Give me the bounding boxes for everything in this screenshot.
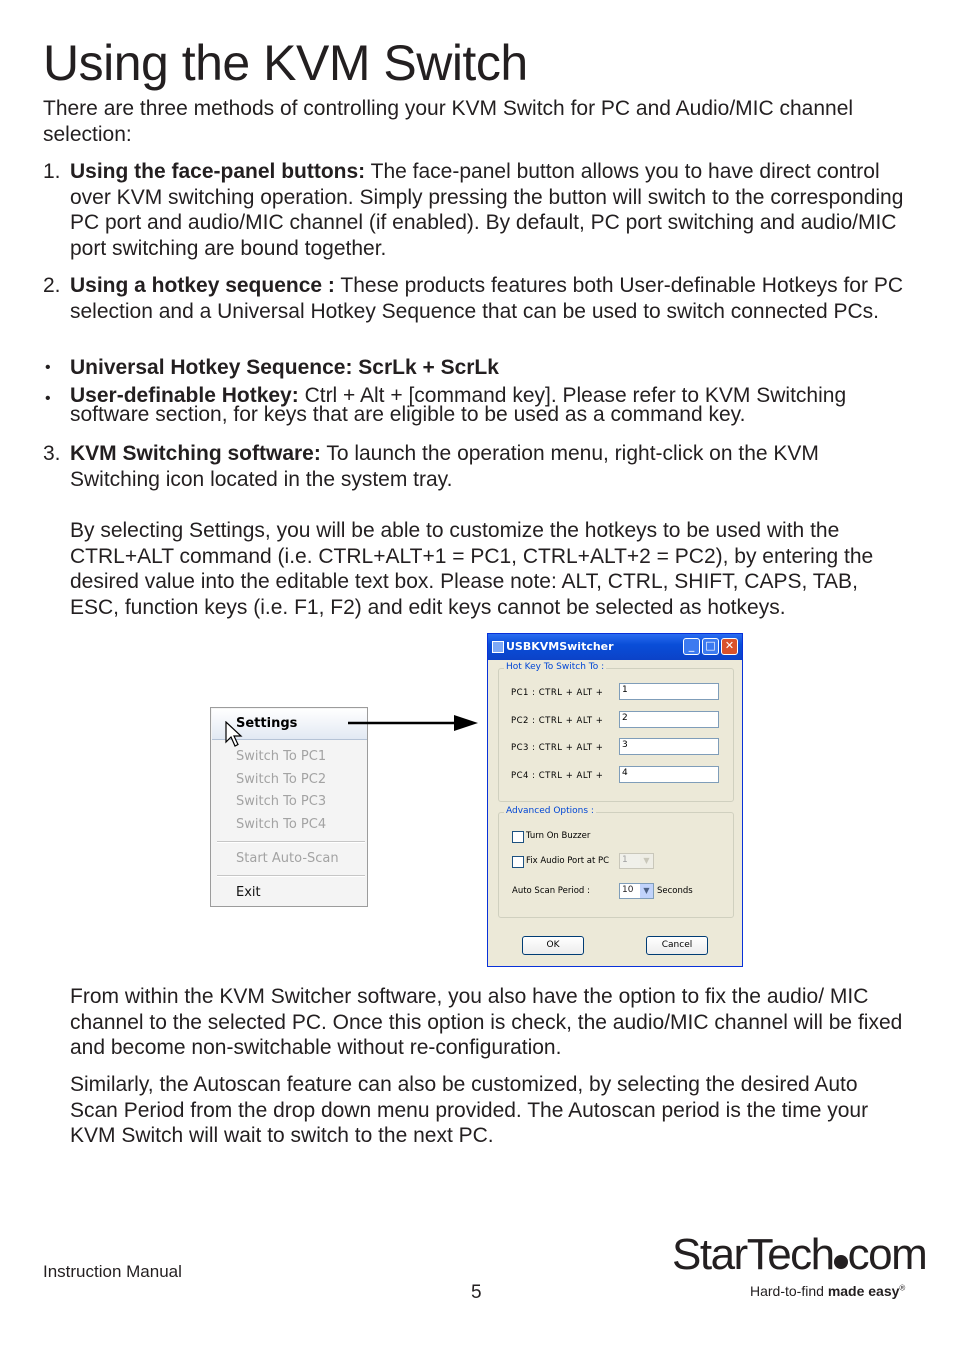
intro-paragraph: There are three methods of controlling your KVM Switch for PC and Audio/MIC channel selection: bbox=[43, 97, 854, 146]
menu-item-switch-pc4[interactable]: Switch To PC4 bbox=[236, 817, 327, 832]
menu-item-switch-pc3[interactable]: Switch To PC3 bbox=[236, 794, 327, 809]
bullet-user-hotkey: User-definable Hotkey: Ctrl + Alt + [command key]. Please refer to KVM Switching software section, for keys that are eligible to be used as a command key. bbox=[70, 384, 847, 426]
startech-logo: StarTech com bbox=[672, 1230, 927, 1279]
app-icon bbox=[492, 641, 504, 653]
chevron-down-icon: ▼ bbox=[640, 884, 653, 898]
item-text: The face-panel button allows you to have direct control over KVM switching operation. Simply pressing the button will switch to the corresponding PC port and audio/MIC channel (if enabled). By default, PC port switching and audio/MIC port switching are bound together. bbox=[70, 160, 904, 260]
item-hotkey-sequence bbox=[70, 273, 910, 324]
buzzer-label: Turn On Buzzer bbox=[526, 831, 591, 841]
autoscan-period-select[interactable]: 10 ▼ bbox=[619, 883, 654, 899]
arrow-right-icon bbox=[348, 713, 478, 733]
hotkey-input-pc3[interactable]: 3 bbox=[619, 738, 719, 755]
item-number: 1. bbox=[43, 160, 61, 183]
hotkey-input-pc2[interactable]: 2 bbox=[619, 711, 719, 728]
dialog-titlebar[interactable] bbox=[488, 634, 742, 660]
bullet-heading: Universal Hotkey Sequence: ScrLk + ScrLk bbox=[70, 356, 499, 379]
hotkey-label-pc3: PC3 : CTRL + ALT + bbox=[511, 743, 604, 753]
menu-item-switch-pc2[interactable]: Switch To PC2 bbox=[236, 772, 327, 787]
bullet-universal-hotkey bbox=[70, 355, 910, 381]
cancel-button[interactable]: Cancel bbox=[646, 936, 708, 955]
autoscan-paragraph: Similarly, the Autoscan feature can also be customized, by selecting the desired Auto Scan Period from the drop down menu provided. The Autoscan period is the time your KVM Switch will wait to switch to the next PC. bbox=[70, 1073, 869, 1147]
item-switching-software bbox=[70, 441, 910, 492]
menu-item-exit[interactable]: Exit bbox=[236, 885, 261, 900]
fix-audio-paragraph: From within the KVM Switcher software, you also have the option to fix the audio/ MIC channel to the selected PC. Once this option is check, the audio/MIC channel will be fixed and become non-switchable without re-configuration. bbox=[70, 985, 903, 1059]
item-heading: Using a hotkey sequence : bbox=[70, 274, 335, 297]
page-number: 5 bbox=[471, 1282, 482, 1303]
hotkey-label-pc2: PC2 : CTRL + ALT + bbox=[511, 716, 604, 726]
menu-separator bbox=[217, 841, 365, 843]
menu-item-label: Settings bbox=[236, 716, 298, 731]
ok-button[interactable]: OK bbox=[522, 936, 584, 955]
fix-audio-select[interactable]: 1 ▼ bbox=[619, 853, 654, 869]
tray-context-menu bbox=[210, 707, 368, 907]
buzzer-checkbox[interactable] bbox=[512, 831, 524, 843]
bullet-heading: User-definable Hotkey: bbox=[70, 384, 299, 407]
item-heading: KVM Switching software: bbox=[70, 442, 321, 465]
footer-manual-label: Instruction Manual bbox=[43, 1262, 182, 1281]
hotkey-group-label: Hot Key To Switch To : bbox=[506, 662, 605, 672]
autoscan-period-label: Auto Scan Period : bbox=[512, 886, 590, 896]
menu-separator bbox=[217, 875, 365, 877]
hotkey-input-pc4[interactable]: 4 bbox=[619, 766, 719, 783]
fix-audio-label: Fix Audio Port at PC bbox=[526, 856, 610, 866]
menu-item-switch-pc1[interactable]: Switch To PC1 bbox=[236, 749, 327, 764]
fix-audio-checkbox[interactable] bbox=[512, 856, 524, 868]
item-face-panel bbox=[70, 159, 910, 261]
minimize-icon[interactable]: _ bbox=[683, 638, 700, 655]
close-icon[interactable]: ✕ bbox=[721, 638, 738, 655]
seconds-label: Seconds bbox=[657, 886, 693, 896]
item-text: To launch the operation menu, right-click on the KVM Switching icon located in the system tray. bbox=[70, 442, 819, 491]
settings-paragraph: By selecting Settings, you will be able to customize the hotkeys to be used with the CTRL+ALT command (i.e. CTRL+ALT+1 = PC1, CTRL+ALT+2 = PC2), by entering the desired value into the editable text box. Please note: ALT, CTRL, SHIFT, CAPS, TAB, ESC, function keys (i.e. F1, F2) and edit keys cannot be selected as hotkeys. bbox=[70, 519, 874, 619]
advanced-group-label: Advanced Options : bbox=[506, 806, 594, 816]
logo-tagline: Hard-to-find made easy® bbox=[750, 1283, 906, 1299]
bullet-symbol: • bbox=[45, 390, 51, 407]
item-heading: Using the face-panel buttons: bbox=[70, 160, 366, 183]
maximize-icon[interactable]: □ bbox=[702, 638, 719, 655]
hotkey-label-pc1: PC1 : CTRL + ALT + bbox=[511, 688, 604, 698]
chevron-down-icon: ▼ bbox=[640, 854, 653, 868]
logo-dot-icon bbox=[834, 1255, 848, 1269]
page-title: Using the KVM Switch bbox=[43, 35, 528, 91]
hotkey-input-pc1[interactable]: 1 bbox=[619, 683, 719, 700]
item-text: These products features both User-definable Hotkeys for PC selection and a Universal Hotkey Sequence that can be used to switch connected PCs. bbox=[70, 274, 903, 323]
dialog-title: USBKVMSwitcher bbox=[506, 640, 614, 653]
hotkey-label-pc4: PC4 : CTRL + ALT + bbox=[511, 771, 604, 781]
menu-item-start-autoscan[interactable]: Start Auto-Scan bbox=[236, 851, 339, 866]
item-number: 3. bbox=[43, 442, 61, 465]
item-number: 2. bbox=[43, 274, 61, 297]
mouse-cursor-icon bbox=[225, 721, 243, 749]
kvm-switcher-dialog bbox=[487, 633, 743, 967]
bullet-symbol: • bbox=[45, 359, 51, 376]
